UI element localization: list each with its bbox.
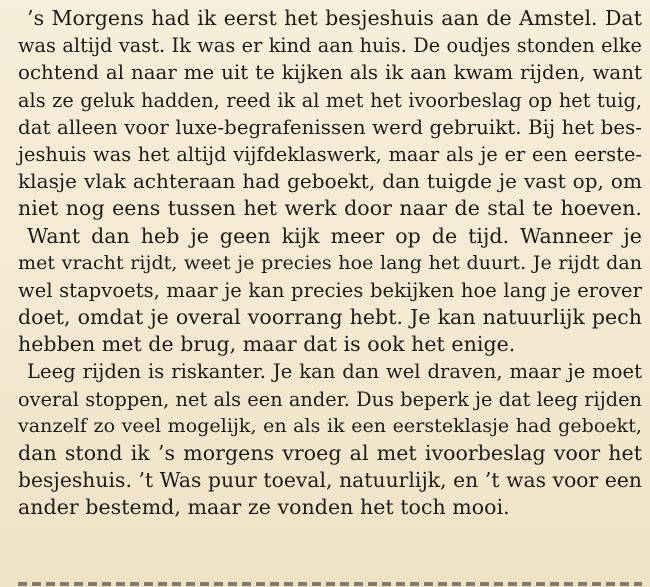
- text-line: ’s Morgens had ik eerst het besjeshuis aan de Amstel. Dat: [27, 6, 642, 30]
- text-line: niet nog eens tussen het werk door naar de stal te hoeven.: [18, 196, 642, 221]
- text-line: met vracht rijdt, weet je precies hoe lang het duurt. Je rijdt dan: [18, 251, 642, 274]
- text-line: wel stapvoets, maar je kan precies bekijken hoe lang je erover: [18, 278, 642, 302]
- text-line: klasje vlak achteraan had geboekt, dan tuigde je vast op, om: [18, 169, 642, 194]
- text-line: ander bestemd, maar ze vonden het toch mooi.: [18, 495, 510, 520]
- text-line: Want dan heb je geen kijk meer op de tijd. Wanneer je: [27, 223, 642, 248]
- text-line: vanzelf zo veel mogelijk, en als ik een eersteklasje had geboekt,: [18, 414, 642, 437]
- text-line: dat alleen voor luxe-begrafenissen werd gebruikt. Bij het bes-: [18, 115, 642, 139]
- text-line: was altijd vast. Ik was er kind aan huis. De oudjes stonden elke: [18, 34, 642, 58]
- paragraph-3: [18, 358, 642, 521]
- text-line: doet, omdat je overal voorrang hebt. Je kan natuurlijk pech: [18, 305, 642, 330]
- text-line: als ze geluk hadden, reed ik al met het ivoorbeslag op het tuig,: [18, 88, 642, 112]
- text-line: Leeg rijden is riskanter. Je kan dan wel draven, maar je moet: [27, 360, 642, 384]
- cropped-next-line: [18, 576, 642, 586]
- text-line: overal stoppen, net als een ander. Dus beperk je dat leeg rijden: [18, 387, 642, 411]
- text-line: jeshuis was het altijd vijfdeklaswerk, maar als je er een eerste-: [18, 142, 642, 166]
- body-text: [18, 5, 642, 522]
- text-line: ochtend al naar me uit te kijken als ik aan kwam rijden, want: [18, 61, 642, 85]
- paragraph-1: [18, 5, 642, 223]
- text-line: besjeshuis. ’t Was puur toeval, natuurlijk, en ’t was voor een: [18, 468, 642, 493]
- paragraph-2: [18, 223, 642, 359]
- text-line: dan stond ik ’s morgens vroeg al met ivoorbeslag voor het: [18, 441, 642, 465]
- text-line: hebben met de brug, maar dat is ook het enige.: [18, 332, 516, 357]
